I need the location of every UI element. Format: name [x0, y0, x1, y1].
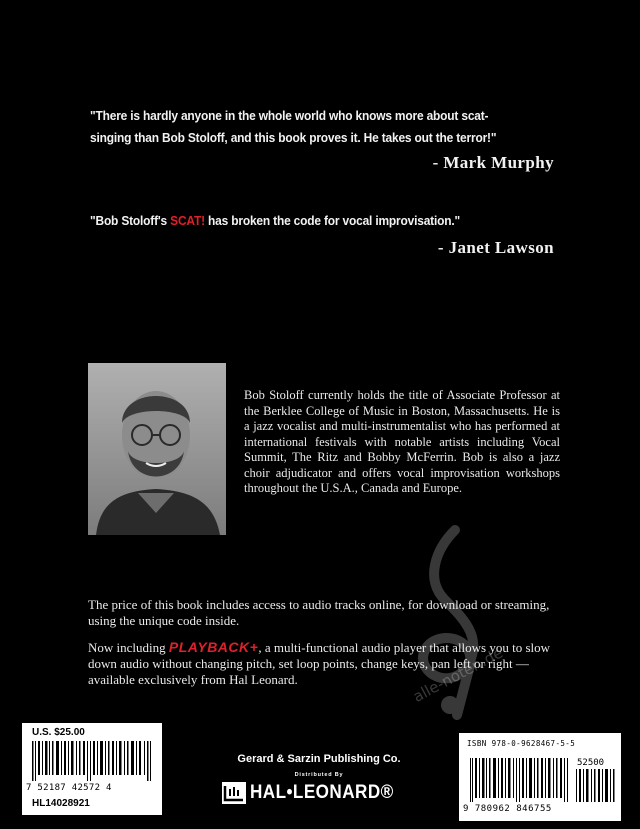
author-photo: [88, 363, 226, 535]
playback-prefix: Now including: [88, 640, 169, 655]
author-portrait-image: [88, 363, 226, 535]
ean-barcode-icon: [469, 758, 569, 802]
publisher-name: Gerard & Sarzin Publishing Co.: [237, 753, 401, 765]
distributed-by-label: Distributed By: [294, 772, 344, 778]
hal-leonard-wordmark: HAL•LEONARD®: [250, 782, 394, 803]
ean-digits: 9 780962 846755: [463, 804, 552, 814]
quote-text-after: has broken the code for vocal improvisation.": [204, 213, 460, 228]
scat-title-highlight: SCAT!: [170, 213, 205, 228]
quote-janet-lawson: [90, 210, 522, 232]
audio-access-paragraph: The price of this book includes access to audio tracks online, for download or streaming, using the unique code inside.: [88, 597, 550, 628]
quote-text-before: "Bob Stoloff's: [90, 213, 171, 228]
author-bio: Bob Stoloff currently holds the title of Associate Professor at the Berklee College of Music in Boston, Massachusetts. He is a jazz vocalist and multi-instrumentalist who has performed at international festivals with notable artists including Vocal Summit, The Ritz and Bobby McFerrin. Bob is also a jazz choir adjudicator and offers vocal improvisation workshops throughout the U.S.A., Canada and Europe.: [244, 388, 560, 495]
isbn-label: ISBN 978-0-9628467-5-5: [467, 739, 576, 748]
quote-text: "There is hardly anyone in the whole world who knows more about scat-singing than Bob Stoloff, and this book proves it. He takes out the terror!": [90, 108, 497, 145]
left-barcode-panel: [22, 723, 162, 815]
watermark-text: alle-noten.de: [410, 643, 506, 706]
hal-leonard-logo-icon: [222, 782, 246, 804]
price-addon-digits: 52500: [577, 758, 605, 768]
upc-barcode-icon: [30, 741, 154, 781]
item-code: HL14028921: [32, 798, 90, 809]
ean5-addon-barcode-icon: [575, 769, 615, 802]
price-label: U.S. $25.00: [32, 727, 85, 738]
upc-digits: 7 52187 42572 4: [26, 783, 112, 793]
right-barcode-panel: [459, 733, 621, 821]
playback-plus-logo: PLAYBACK+: [168, 639, 259, 655]
playback-suffix: , a multi-functional audio player that allows you to slow down audio without changing pitch, set loop points, change keys, pan left or right — available exclusively from Hal Leonard.: [88, 640, 551, 687]
quote-mark-murphy: [90, 105, 522, 149]
playback-paragraph: [88, 639, 568, 688]
attribution-janet-lawson: - Janet Lawson: [437, 238, 554, 257]
attribution-mark-murphy: - Mark Murphy: [432, 153, 554, 172]
